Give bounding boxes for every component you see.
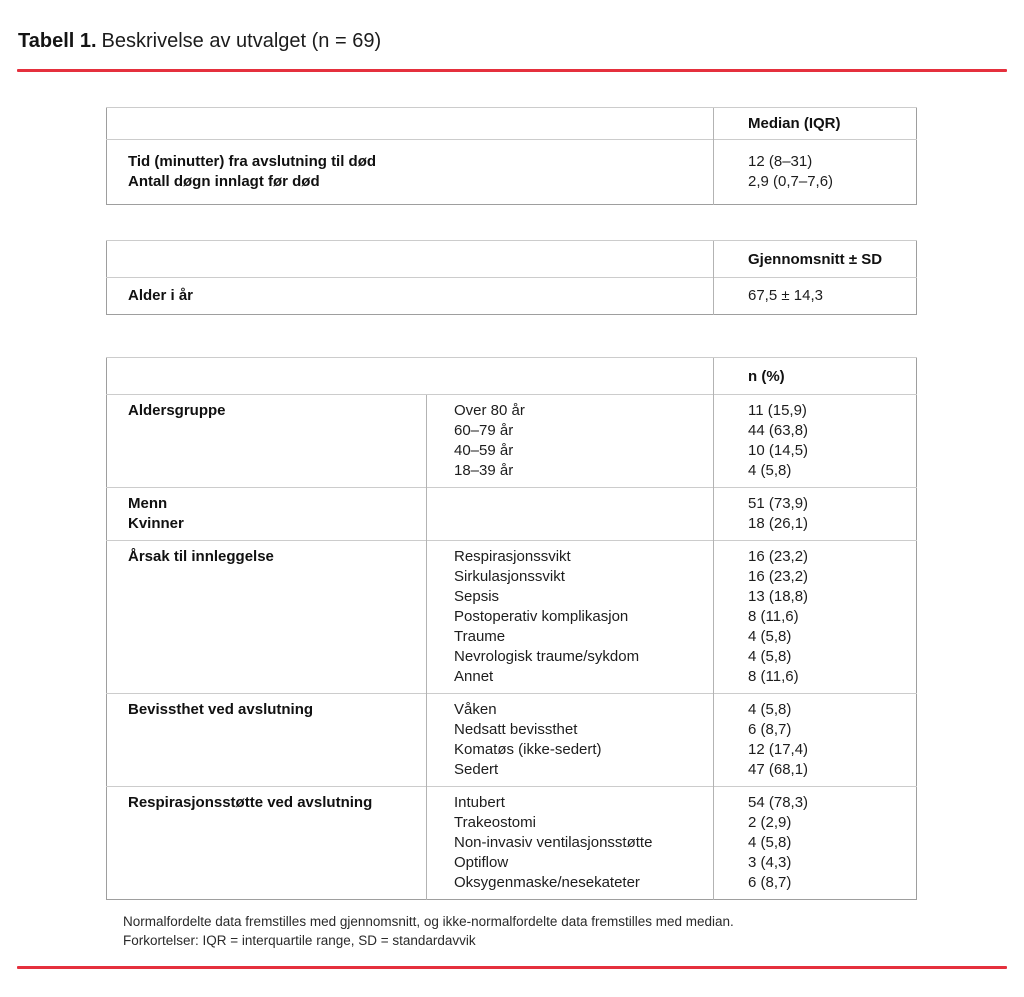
row-label-cell <box>107 694 427 787</box>
n-prosent-table <box>106 357 917 900</box>
gjennomsnitt-sd-table-container <box>106 240 916 315</box>
cell-line: Traume <box>454 628 506 645</box>
cell-line: Aldersgruppe <box>128 402 226 419</box>
cell-line: 4 (5,8) <box>748 628 792 645</box>
cell-line: Nevrologisk traume/sykdom <box>454 648 640 665</box>
column-header-cell: Median (IQR) <box>714 108 917 140</box>
cell-line: 47 (68,1) <box>748 761 809 778</box>
cell-line: 3 (4,3) <box>748 854 792 871</box>
value-cell <box>714 694 917 787</box>
table-caption: Beskrivelse av utvalget (n = 69) <box>101 30 382 52</box>
cell-line: 11 (15,9) <box>748 402 807 419</box>
value-cell <box>714 541 917 694</box>
empty-header-cell <box>107 108 714 140</box>
cell-line: Sedert <box>454 761 499 778</box>
cell-line: Menn <box>128 495 168 512</box>
value-cell <box>714 787 917 900</box>
cell-line: 44 (63,8) <box>748 422 809 439</box>
value-cell <box>714 395 917 488</box>
cell-line: 6 (8,7) <box>748 721 792 738</box>
median-iqr-table-container <box>106 107 916 205</box>
cell-line: 16 (23,2) <box>748 548 809 565</box>
column-header-cell: Gjennomsnitt ± SD <box>714 241 917 278</box>
cell-line: Nedsatt bevissthet <box>454 721 578 738</box>
cell-line: 4 (5,8) <box>748 462 792 479</box>
cell-line: Over 80 år <box>454 402 525 419</box>
cell-line: 2,9 (0,7–7,6) <box>748 173 834 190</box>
table-row <box>107 140 917 205</box>
table-row <box>107 488 917 541</box>
gjennomsnitt-sd-table <box>106 240 917 315</box>
cell-line: 40–59 år <box>454 442 514 459</box>
row-label-cell <box>107 278 714 315</box>
table-header-row <box>107 108 917 140</box>
empty-header-cell <box>107 241 714 278</box>
cell-line: 4 (5,8) <box>748 834 792 851</box>
cell-line: Årsak til innleggelse <box>128 548 274 565</box>
cell-line: Tid (minutter) fra avslutning til død <box>128 153 377 170</box>
cell-line: 12 (17,4) <box>748 741 809 758</box>
category-cell <box>427 395 714 488</box>
cell-line: 2 (2,9) <box>748 814 792 831</box>
cell-line: 4 (5,8) <box>748 701 792 718</box>
category-cell <box>427 787 714 900</box>
cell-line: Sepsis <box>454 588 500 605</box>
cell-line: Våken <box>454 701 497 718</box>
empty-header-cell <box>107 358 714 395</box>
category-cell <box>427 488 714 541</box>
footnote-line-2: Forkortelser: IQR = interquartile range, SD = standardavvik <box>123 933 476 948</box>
row-label-cell <box>107 140 714 205</box>
cell-line: 54 (78,3) <box>748 794 809 811</box>
cell-line: Alder i år <box>128 287 194 304</box>
cell-line: 4 (5,8) <box>748 648 792 665</box>
cell-line: Respirasjonssvikt <box>454 548 571 565</box>
table-row <box>107 395 917 488</box>
cell-line: 12 (8–31) <box>748 153 813 170</box>
table-number-label: Tabell 1. <box>18 30 97 52</box>
cell-line: 18–39 år <box>454 462 514 479</box>
table-header-row <box>107 241 917 278</box>
cell-line: 10 (14,5) <box>748 442 809 459</box>
cell-line: 16 (23,2) <box>748 568 809 585</box>
cell-line: Komatøs (ikke-sedert) <box>454 741 602 758</box>
value-cell <box>714 278 917 315</box>
n-prosent-table-container <box>106 357 916 900</box>
table-row <box>107 694 917 787</box>
cell-line: 13 (18,8) <box>748 588 809 605</box>
column-header-cell: n (%) <box>714 358 917 395</box>
row-label-cell <box>107 395 427 488</box>
cell-line: Kvinner <box>128 515 184 532</box>
table-header-row <box>107 358 917 395</box>
cell-line: Bevissthet ved avslutning <box>128 701 314 718</box>
row-label-cell <box>107 541 427 694</box>
table-row <box>107 541 917 694</box>
cell-line: 18 (26,1) <box>748 515 809 532</box>
cell-line: Intubert <box>454 794 505 811</box>
table-row <box>107 787 917 900</box>
top-divider-rule <box>17 69 1007 72</box>
cell-line: 51 (73,9) <box>748 495 809 512</box>
page-title <box>18 28 381 54</box>
cell-line: 60–79 år <box>454 422 514 439</box>
cell-line: Oksygenmaske/nesekateter <box>454 874 640 891</box>
cell-line: Sirkulasjonssvikt <box>454 568 565 585</box>
cell-line: 6 (8,7) <box>748 874 792 891</box>
category-cell <box>427 694 714 787</box>
category-cell <box>427 541 714 694</box>
cell-line: Optiflow <box>454 854 509 871</box>
cell-line: Postoperativ komplikasjon <box>454 608 629 625</box>
bottom-divider-rule <box>17 966 1007 969</box>
cell-line: Annet <box>454 668 494 685</box>
cell-line: Trakeostomi <box>454 814 536 831</box>
cell-line: 67,5 ± 14,3 <box>748 287 823 304</box>
row-label-cell <box>107 488 427 541</box>
cell-line: 8 (11,6) <box>748 668 799 685</box>
footnote <box>123 912 734 950</box>
row-label-cell <box>107 787 427 900</box>
cell-line: Antall døgn innlagt før død <box>128 173 320 190</box>
cell-line: Respirasjonsstøtte ved avslutning <box>128 794 373 811</box>
median-iqr-table <box>106 107 917 205</box>
cell-line: Non-invasiv ventilasjonsstøtte <box>454 834 653 851</box>
table-row <box>107 278 917 315</box>
value-cell <box>714 488 917 541</box>
value-cell <box>714 140 917 205</box>
footnote-line-1: Normalfordelte data fremstilles med gjennomsnitt, og ikke-normalfordelte data fremstilles med median. <box>123 914 734 929</box>
cell-line: 8 (11,6) <box>748 608 799 625</box>
